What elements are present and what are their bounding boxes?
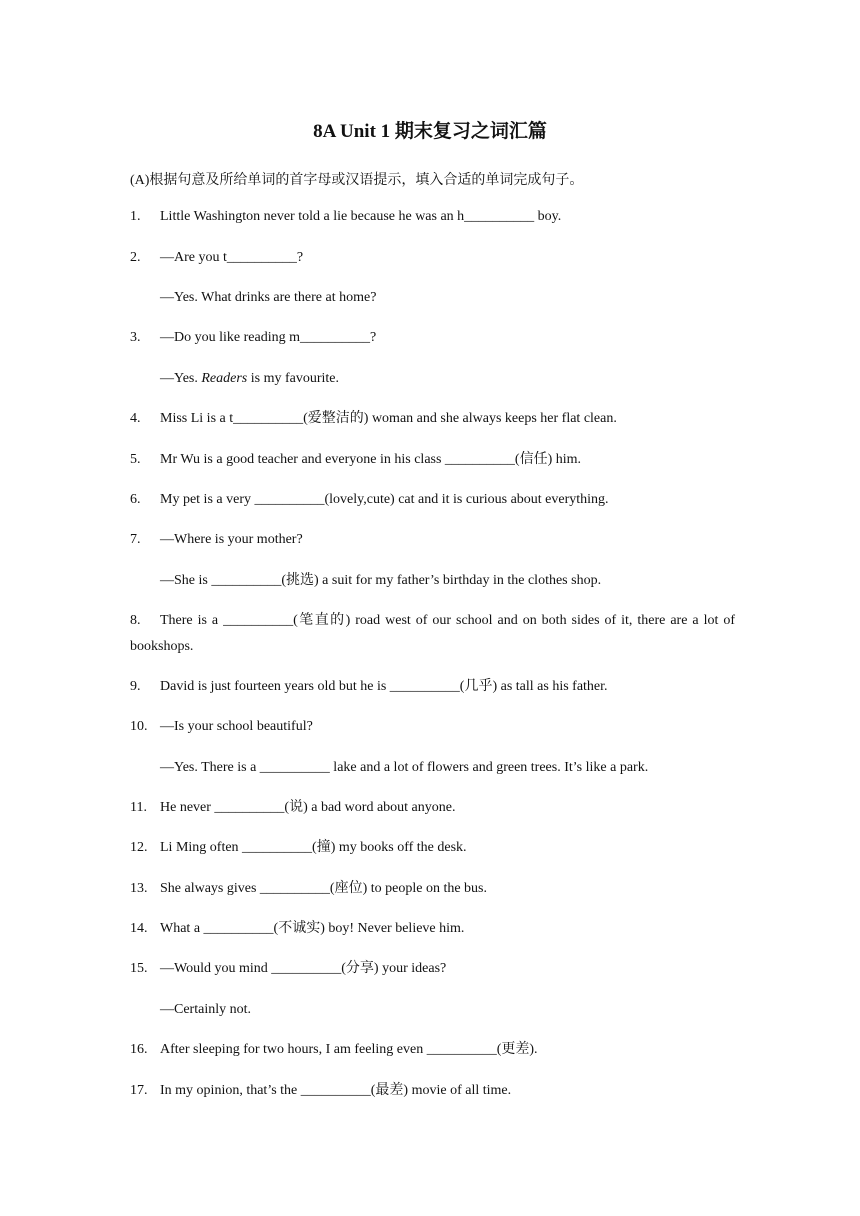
question-text: Mr Wu is a good teacher and everyone in his class __________(信任) him. (160, 452, 582, 467)
question-number: 17. (130, 1083, 148, 1098)
question-text: —Do you like reading m__________? (160, 330, 377, 345)
question-text: There is a __________(笔直的) road west of our school and on both sides of it, there are a lot of bookshops. (130, 613, 735, 654)
question-number: 9. (130, 679, 141, 694)
question-2 (130, 245, 735, 271)
question-text: She always gives __________(座位) to people on the bus. (160, 881, 488, 896)
question-15-reply: —Certainly not. (160, 1002, 251, 1017)
question-4 (130, 406, 735, 432)
question-text: After sleeping for two hours, I am feeling even __________(更差). (160, 1042, 538, 1057)
question-number: 8. (130, 613, 141, 628)
question-number: 3. (130, 330, 141, 345)
question-2-reply: —Yes. What drinks are there at home? (160, 290, 377, 305)
question-text: —Are you t__________? (160, 250, 304, 265)
question-7-reply: —She is __________(挑选) a suit for my father’s birthday in the clothes shop. (160, 573, 602, 588)
question-number: 15. (130, 961, 148, 976)
question-number: 4. (130, 411, 141, 426)
question-number: 11. (130, 800, 147, 815)
question-text: Miss Li is a t__________(爱整洁的) woman and she always keeps her flat clean. (160, 411, 617, 426)
question-number: 2. (130, 250, 141, 265)
question-number: 7. (130, 532, 141, 547)
question-9 (130, 674, 735, 700)
question-6 (130, 487, 735, 513)
question-5 (130, 447, 735, 473)
question-number: 16. (130, 1042, 148, 1057)
reply-prefix: —Yes. (160, 371, 202, 386)
reply-suffix: is my favourite. (247, 371, 340, 386)
question-14 (130, 916, 735, 942)
question-text: My pet is a very __________(lovely,cute) cat and it is curious about everything. (160, 492, 609, 507)
question-8 (130, 608, 735, 660)
question-7 (130, 527, 735, 553)
question-text: David is just fourteen years old but he is __________(几乎) as tall as his father. (160, 679, 608, 694)
question-number: 14. (130, 921, 148, 936)
question-15 (130, 956, 735, 982)
question-number: 5. (130, 452, 141, 467)
question-text: Li Ming often __________(撞) my books off the desk. (160, 840, 467, 855)
magazine-title: Readers (201, 371, 248, 386)
page-title: 8A Unit 1 期末复习之词汇篇 (313, 121, 547, 142)
question-10-reply: —Yes. There is a __________ lake and a lot of flowers and green trees. It’s like a park. (160, 760, 649, 775)
question-3 (130, 325, 735, 351)
question-17 (130, 1078, 735, 1104)
question-16 (130, 1037, 735, 1063)
question-number: 1. (130, 209, 141, 224)
question-text: —Would you mind __________(分享) your ideas? (160, 961, 447, 976)
question-13 (130, 876, 735, 902)
section-instruction: (A)根据句意及所给单词的首字母或汉语提示，填入合适的单词完成句子。 (130, 173, 584, 188)
question-text: What a __________(不诚实) boy! Never believe him. (160, 921, 465, 936)
question-text: —Is your school beautiful? (160, 719, 313, 734)
question-number: 13. (130, 881, 148, 896)
question-text: —Where is your mother? (160, 532, 303, 547)
question-text: He never __________(说) a bad word about anyone. (160, 800, 456, 815)
question-text: In my opinion, that’s the __________(最差) movie of all time. (160, 1083, 512, 1098)
question-11 (130, 795, 735, 821)
question-3-reply (160, 366, 339, 392)
question-1 (130, 204, 735, 230)
question-number: 12. (130, 840, 148, 855)
question-12 (130, 835, 735, 861)
question-text: Little Washington never told a lie because he was an h__________ boy. (160, 209, 562, 224)
question-number: 6. (130, 492, 141, 507)
question-10 (130, 714, 735, 740)
question-number: 10. (130, 719, 148, 734)
